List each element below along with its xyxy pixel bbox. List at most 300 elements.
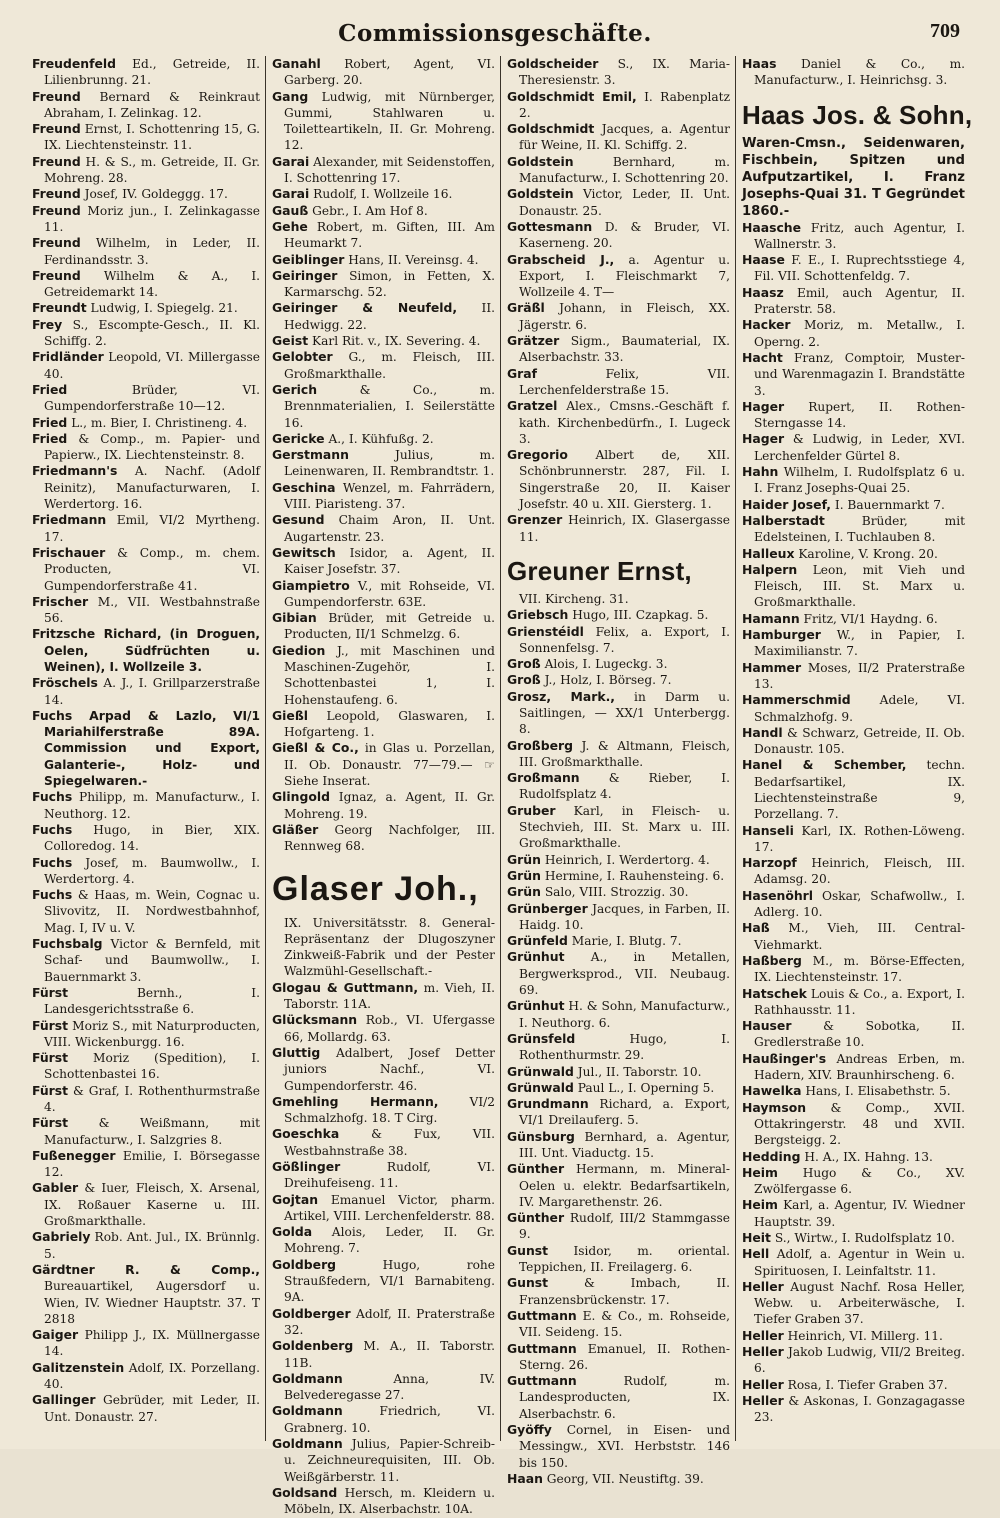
directory-entry xyxy=(507,770,730,803)
directory-entry xyxy=(507,738,730,771)
entry-name: Hager xyxy=(742,431,785,447)
directory-entry xyxy=(272,431,495,447)
entry-name: Gibian xyxy=(272,610,317,626)
directory-entry xyxy=(742,1165,965,1198)
directory-entry xyxy=(32,382,260,415)
entry-name: Haß xyxy=(742,920,770,936)
entry-text: Heinrich, IX. Glasergasse 11. xyxy=(519,513,730,544)
entry-name: Goldberger xyxy=(272,1305,351,1321)
entry-name: Haßberg xyxy=(742,952,802,968)
entry-text: Josef, IV. Goldeggg. 17. xyxy=(84,187,228,202)
entry-text: Moriz S., mit Naturproducten, VIII. Wickenburgg. 16. xyxy=(44,1018,260,1049)
entry-name: Gauß xyxy=(272,202,309,218)
entry-name: Freudenfeld xyxy=(32,56,117,71)
directory-entry xyxy=(32,626,260,675)
entry-text: F. E., I. Ruprechtsstiege 4, Fil. VII. Schottenfeldg. 7. xyxy=(754,253,966,284)
directory-entry xyxy=(742,464,965,497)
entry-name: Goldstein xyxy=(507,186,574,202)
entry-name: Heim xyxy=(742,1164,778,1180)
directory-entry xyxy=(507,1064,730,1080)
entry-text: (in Droguen, Oelen, Südfrüchten u. Weinen), I. Wollzeile 3. xyxy=(44,627,260,674)
entry-name: Goldmann xyxy=(272,1436,343,1452)
entry-name: Giedion xyxy=(272,642,326,658)
directory-entry xyxy=(272,578,495,611)
directory-entry xyxy=(507,624,730,657)
entry-name: Geschina xyxy=(272,479,336,495)
column-2-entries-a xyxy=(272,56,495,855)
entry-text: Adalbert, Josef Detter juniors Nachf., VI. Gumpendorferstr. 46. xyxy=(284,1045,495,1093)
advert-headline-haas: Haas Jos. & Sohn, xyxy=(742,99,973,130)
entry-text: Alois, Leder, II. Gr. Mohreng. 7. xyxy=(284,1225,495,1256)
entry-name: Gericke xyxy=(272,430,325,446)
entry-text: Hersch, m. Kleidern u. Möbeln, IX. Alserbachstr. 10A. xyxy=(284,1485,495,1517)
entry-text: Rudolf, I. Wollzeile 16. xyxy=(313,187,453,202)
entry-name: Fritzsche Richard, xyxy=(32,626,162,642)
entry-text: A., in Metallen, Bergwerksprod., VII. Neubaug. 69. xyxy=(519,950,730,998)
directory-entry xyxy=(272,333,495,349)
directory-entry xyxy=(32,186,260,202)
entry-text: Ed., Getreide, II. Lilienbrunng. 21. xyxy=(44,57,260,88)
directory-entry xyxy=(742,285,965,318)
directory-entry xyxy=(742,660,965,693)
directory-entry xyxy=(32,594,260,627)
entry-name: Gelobter xyxy=(272,349,333,365)
directory-entry xyxy=(742,1051,965,1084)
entry-text: Alexander, mit Seidenstoffen, I. Schottenring 17. xyxy=(284,154,495,186)
entry-name: Haan xyxy=(507,1470,543,1486)
entry-text: Simon, in Fetten, X. Karmarschg. 52. xyxy=(284,268,495,300)
directory-entry xyxy=(507,121,730,154)
entry-text: Alois, I. Lugeckg. 3. xyxy=(544,657,668,672)
directory-entry xyxy=(507,1471,730,1487)
directory-entry xyxy=(32,56,260,89)
entry-name: Heller xyxy=(742,1327,784,1343)
directory-entry xyxy=(32,1327,260,1360)
entry-name: Haider Josef, xyxy=(742,496,831,512)
directory-entry xyxy=(272,1159,495,1192)
directory-entry xyxy=(272,252,495,268)
directory-entry xyxy=(742,692,965,725)
column-4-entries-a xyxy=(742,56,965,89)
directory-entry xyxy=(742,317,965,350)
entry-text: Chaim Aron, II. Unt. Augartenstr. 23. xyxy=(284,513,495,544)
entry-text: & Ludwig, in Leder, XVI. Lerchenfelder Gürtel 8. xyxy=(754,432,965,463)
directory-entry xyxy=(32,985,260,1018)
directory-entry xyxy=(32,235,260,268)
directory-entry xyxy=(742,725,965,758)
entry-name: Heller xyxy=(742,1278,784,1294)
entry-text: M., Vieh, III. Central-Viehmarkt. xyxy=(754,921,965,952)
entry-name: Fuchs xyxy=(32,854,73,870)
entry-name: Halberstadt xyxy=(742,512,825,528)
directory-entry xyxy=(32,1148,260,1181)
entry-text: I. Rabenplatz 2. xyxy=(519,89,730,120)
entry-name: Gregorio xyxy=(507,447,568,463)
entry-name: Friedmann xyxy=(32,512,107,528)
directory-entry xyxy=(507,366,730,399)
entry-text: Ludwig, mit Nürnberger, Gummi, Stahlwaren u. Toiletteartikeln, II. Gr. Mohreng. 12. xyxy=(284,89,495,153)
directory-entry xyxy=(32,708,260,789)
entry-name: Gärdtner R. & Comp., xyxy=(32,1261,260,1277)
entry-text: Gebrüder, mit Leder, II. Unt. Donaustr. 27. xyxy=(44,1393,260,1424)
entry-name: Hammerschmid xyxy=(742,692,851,708)
directory-entry xyxy=(272,708,495,741)
directory-entry xyxy=(507,689,730,738)
entry-name: Freund xyxy=(32,186,81,202)
entry-text: & Sobotka, II. Gredlerstraße 10. xyxy=(754,1019,965,1050)
directory-entry xyxy=(507,1308,730,1341)
entry-text: Isidor, a. Agent, II. Kaiser Josefstr. 37. xyxy=(284,545,496,577)
entry-text: Heinrich, I. Werdertorg. 4. xyxy=(544,852,710,867)
entry-name: Grätzer xyxy=(507,333,560,349)
entry-name: Heller xyxy=(742,1344,784,1360)
entry-name: Gyöffy xyxy=(507,1422,552,1438)
directory-entry xyxy=(507,803,730,852)
entry-text: Marie, I. Blutg. 7. xyxy=(571,934,682,949)
entry-name: Frischer xyxy=(32,593,89,609)
entry-name: Friedmann's xyxy=(32,463,118,479)
entry-name: Freund xyxy=(32,235,81,251)
entry-name: Freund xyxy=(32,153,81,169)
entry-text: Salo, VIII. Strozzig. 30. xyxy=(544,885,689,900)
entry-text: Leopold, Glaswaren, I. Hofgarteng. 1. xyxy=(284,708,495,740)
column-3-entries-a xyxy=(507,56,730,545)
entry-text: Bernh., I. Landesgerichtsstraße 6. xyxy=(44,985,260,1017)
entry-text: Moriz (Spedition), I. Schottenbastei 16. xyxy=(44,1051,261,1082)
entry-text: Anna, IV. Belvederegasse 27. xyxy=(284,1371,495,1403)
advert-headline-glaser: Glaser Joh., xyxy=(272,869,479,908)
directory-entry xyxy=(742,627,965,660)
entry-name: Guttmann xyxy=(507,1307,577,1323)
entry-text: Albert de, XII. Schönbrunnerstr. 287, Fil. I. Singerstraße 20, II. Kaiser Josefstr. 40 u. XII. Giersterg. 1. xyxy=(519,448,730,512)
entry-text: & Comp., XVII. Ottakringerstr. 48 und XVII. Bergsteigg. 2. xyxy=(754,1100,965,1148)
entry-text: H. & S., m. Getreide, II. Gr. Mohreng. 28. xyxy=(44,154,260,186)
entry-name: Günther xyxy=(507,1161,565,1177)
directory-entry xyxy=(742,1393,965,1426)
entry-name: Fürst xyxy=(32,1082,69,1098)
entry-text: Karl, a. Agentur, IV. Wiedner Hauptstr. 39. xyxy=(754,1198,965,1229)
directory-entry xyxy=(32,1180,260,1229)
directory-entry xyxy=(32,1262,260,1327)
entry-text: Sigm., Baumaterial, IX. Alserbachstr. 33. xyxy=(519,334,730,365)
directory-entry xyxy=(507,219,730,252)
entry-name: Groß xyxy=(507,656,541,672)
directory-entry xyxy=(507,1129,730,1162)
directory-entry xyxy=(507,884,730,900)
directory-entry xyxy=(272,89,495,154)
directory-entry xyxy=(507,1341,730,1374)
directory-entry xyxy=(32,463,260,512)
entry-text: & Weißmann, mit Manufacturw., I. Salzgries 8. xyxy=(44,1116,260,1147)
entry-text: G., m. Fleisch, III. Großmarkthalle. xyxy=(284,350,496,381)
entry-text: Hugo, I. Rothenthurmstr. 29. xyxy=(519,1031,730,1063)
entry-text: J., Holz, I. Börseg. 7. xyxy=(544,673,672,688)
entry-text: & Imbach, II. Franzensbrückenstr. 17. xyxy=(519,1276,730,1307)
directory-entry xyxy=(507,1373,730,1422)
entry-name: Großberg xyxy=(507,737,573,753)
entry-text: Ludwig, I. Spiegelg. 21. xyxy=(90,301,238,316)
entry-name: Geiblinger xyxy=(272,251,345,267)
entry-text: Jacques, a. Agentur für Weine, II. Kl. Schiffg. 2. xyxy=(519,122,730,153)
entry-text: Rob., VI. Ufergasse 66, Mollardg. 63. xyxy=(284,1013,495,1044)
entry-text: Moriz, m. Metallw., I. Operng. 2. xyxy=(754,318,965,349)
entry-text: Emil, VI/2 Myrtheng. 17. xyxy=(44,513,260,544)
entry-text: Brüder, VI. Gumpendorferstraße 10—12. xyxy=(44,382,260,414)
directory-entry xyxy=(272,447,495,480)
entry-name: Glingold xyxy=(272,789,330,805)
entry-name: Ganahl xyxy=(272,56,321,71)
entry-name: Goeschka xyxy=(272,1126,340,1142)
entry-name: Fürst xyxy=(32,1115,69,1131)
directory-entry xyxy=(32,1115,260,1148)
directory-entry xyxy=(742,823,965,856)
entry-text: Gebr., I. Am Hof 8. xyxy=(312,203,428,218)
entry-text: A. Nachf. (Adolf Reinitz), Manufacturwaren, I. Werdertorg. 16. xyxy=(44,464,260,512)
entry-name: Goldscheider xyxy=(507,56,599,71)
directory-entry xyxy=(742,1230,965,1246)
directory-entry xyxy=(742,1328,965,1344)
entry-name: Gießl xyxy=(272,707,308,723)
entry-name: Harzopf xyxy=(742,855,797,871)
entry-text: Wilhelm, in Leder, II. Ferdinandsstr. 3. xyxy=(44,236,260,267)
entry-text: S., Escompte-Gesch., II. Kl. Schiffg. 2. xyxy=(44,317,260,349)
entry-text: VI/2 Schmalzhofg. 18. T Cirg. xyxy=(284,1094,496,1126)
entry-name: Fried xyxy=(32,430,68,446)
entry-text: M., m. Börse-Effecten, IX. Liechtensteinstr. 17. xyxy=(754,953,965,985)
entry-text: D. & Bruder, VI. Kaserneng. 20. xyxy=(519,219,731,251)
directory-entry xyxy=(742,855,965,888)
directory-entry xyxy=(32,545,260,594)
entry-name: Geiringer xyxy=(272,267,338,283)
entry-text: E. & Co., m. Rohseide, VII. Seideng. 15. xyxy=(519,1308,730,1340)
directory-entry xyxy=(507,949,730,998)
directory-entry xyxy=(507,333,730,366)
entry-text: Andreas Erben, m. Hadern, XIV. Braunhirscheng. 6. xyxy=(754,1051,966,1083)
entry-name: Fuchs Arpad & Lazlo, xyxy=(32,707,217,723)
entry-text: Adele, VI. Schmalzhofg. 9. xyxy=(754,693,965,724)
entry-text: August Nachf. Rosa Heller, Webw. u. Arbeiterwäsche, I. Tiefer Graben 37. xyxy=(754,1279,966,1327)
entry-text: & Haas, m. Wein, Cognac u. Slivovitz, II. Nordwestbahnhof, Mag. I, IV u. V. xyxy=(44,888,261,935)
entry-text: Paul L., I. Operning 5. xyxy=(577,1080,715,1095)
entry-text: Rosa, I. Tiefer Graben 37. xyxy=(787,1377,948,1392)
advert-headline-greuner: Greuner Ernst, xyxy=(507,555,692,586)
entry-name: Grün xyxy=(507,851,541,867)
entry-name: Goldmann xyxy=(272,1403,343,1419)
entry-text: Robert, Agent, VI. Garberg. 20. xyxy=(284,57,495,88)
entry-text: Hermine, I. Rauhensteing. 6. xyxy=(544,868,725,883)
advert-text-greuner: VII. Kircheng. 31. xyxy=(519,591,629,606)
entry-text: & Fux, VII. Westbahnstraße 38. xyxy=(284,1127,495,1158)
entry-text: S., IX. Maria-Theresienstr. 3. xyxy=(519,57,730,88)
entry-name: Fürst xyxy=(32,1017,69,1033)
directory-entry xyxy=(32,268,260,301)
entry-name: Grün xyxy=(507,867,541,883)
directory-entry xyxy=(32,89,260,122)
directory-entry xyxy=(272,1012,495,1045)
entry-name: Gojtan xyxy=(272,1191,319,1207)
directory-entry xyxy=(507,56,730,89)
directory-entry xyxy=(742,953,965,986)
entry-text: M., VII. Westbahnstraße 56. xyxy=(44,594,260,626)
entry-name: Gmehling Hermann, xyxy=(272,1093,439,1109)
entry-name: Fußenegger xyxy=(32,1147,116,1163)
entry-text: II. Hedwigg. 22. xyxy=(284,301,496,332)
directory-entry xyxy=(272,789,495,822)
entry-text: J., mit Maschinen und Maschinen-Zugehör, I. Schottenbastei 1, I. Hohenstaufeng. 6. xyxy=(284,643,495,707)
entry-text: & Comp., m. Papier- und Papierw., IX. Liechtensteinstr. 8. xyxy=(44,431,260,463)
entry-text: Felix, VII. Lerchenfelderstraße 15. xyxy=(519,366,730,397)
entry-name: Großmann xyxy=(507,770,580,786)
entry-name: Haymson xyxy=(742,1099,807,1115)
entry-text: I. Bauernmarkt 7. xyxy=(834,497,945,512)
directory-entry xyxy=(32,203,260,236)
entry-name: Glogau & Guttmann, xyxy=(272,979,419,995)
entry-name: Gräßl xyxy=(507,300,545,316)
directory-entry xyxy=(32,1018,260,1051)
entry-name: Gabriely xyxy=(32,1229,91,1245)
directory-entry xyxy=(742,986,965,1019)
entry-name: Grünhut xyxy=(507,998,565,1014)
entry-name: Fried xyxy=(32,414,68,430)
directory-entry xyxy=(742,757,965,822)
directory-entry xyxy=(272,610,495,643)
entry-text: Jul., II. Taborstr. 10. xyxy=(577,1064,702,1079)
directory-entry xyxy=(272,186,495,202)
directory-entry xyxy=(32,822,260,855)
directory-entry xyxy=(272,822,495,855)
entry-name: Halpern xyxy=(742,561,798,577)
entry-text: Julius, m. Leinenwaren, II. Rembrandtstr. 1. xyxy=(284,448,495,479)
entry-name: Grünhut xyxy=(507,949,565,965)
entry-text: Hugo, rohe Straußfedern, VI/1 Barnabiteng. 9A. xyxy=(284,1257,495,1305)
entry-name: Fuchsbalg xyxy=(32,936,103,952)
entry-name: Giampietro xyxy=(272,577,350,593)
entry-text: Leon, mit Vieh und Fleisch, III. St. Marx u. Großmarkthalle. xyxy=(754,562,966,610)
entry-name: Goldsand xyxy=(272,1484,338,1500)
entry-name: Goldenberg xyxy=(272,1338,354,1354)
directory-entry xyxy=(742,56,965,89)
entry-text: Adolf, II. Praterstraße 32. xyxy=(284,1306,495,1337)
entry-name: Goldschmidt Emil, xyxy=(507,88,637,104)
advert-text-haas: Waren-Cmsn., Seidenwaren, Fischbein, Spitzen und Aufputzartikel, I. Franz Josephs-Quai 31. T Gegründet 1860.- xyxy=(742,135,965,219)
directory-entry xyxy=(272,545,495,578)
entry-name: Hacker xyxy=(742,317,791,333)
entry-text: Philipp, m. Manufacturw., I. Neuthorg. 12. xyxy=(44,790,260,821)
entry-text: & Iuer, Fleisch, X. Arsenal, IX. Roßauer Kaserne u. III. Großmarkthalle. xyxy=(44,1181,260,1229)
entry-text: Leopold, VI. Millergasse 40. xyxy=(44,350,260,381)
entry-text: Adolf, a. Agentur in Wein u. Spirituosen, I. Leinfaltstr. 11. xyxy=(754,1247,966,1278)
entry-text: M. A., II. Taborstr. 11B. xyxy=(284,1339,496,1370)
entry-name: Galitzenstein xyxy=(32,1359,125,1375)
entry-name: Haas xyxy=(742,56,777,71)
column-4-entries-b xyxy=(742,220,965,1426)
directory-entry xyxy=(507,447,730,512)
entry-text: & Graf, I. Rothenthurmstraße 4. xyxy=(44,1083,261,1114)
entry-text: Jacques, in Farben, II. Haidg. 10. xyxy=(519,901,730,932)
entry-text: & Co., m. Brennmaterialien, I. Seilerstätte 16. xyxy=(284,382,495,430)
entry-text: Adolf, IX. Porzellang. 40. xyxy=(44,1360,260,1392)
entry-text: H. & Sohn, Manufacturw., I. Neuthorg. 6. xyxy=(519,999,730,1030)
entry-name: Groß xyxy=(507,672,541,688)
directory-entry xyxy=(32,887,260,936)
entry-text: Karoline, V. Krong. 20. xyxy=(798,546,938,561)
entry-text: Rob. Ant. Jul., IX. Brünnlg. 5. xyxy=(44,1230,260,1261)
entry-name: Guttmann xyxy=(507,1340,577,1356)
entry-name: Grienstéidl xyxy=(507,623,584,639)
entry-text: Emanuel, II. Rothen-Sterng. 26. xyxy=(519,1341,731,1372)
entry-text: L., m. Bier, I. Christineng. 4. xyxy=(71,415,248,430)
directory-entry xyxy=(742,546,965,562)
entry-name: Fuchs xyxy=(32,789,73,805)
entry-text: J. & Altmann, Fleisch, III. Großmarkthalle. xyxy=(519,738,731,769)
entry-text: Robert, m. Giften, III. Am Heumarkt 7. xyxy=(284,219,495,251)
entry-name: Goldstein xyxy=(507,153,574,169)
entry-name: Hager xyxy=(742,398,785,414)
entry-name: Freundt xyxy=(32,300,87,316)
entry-name: Grabscheid J., xyxy=(507,251,615,267)
directory-entry xyxy=(272,1126,495,1159)
entry-name: Hawelka xyxy=(742,1083,802,1099)
entry-text: Fritz, auch Agentur, I. Wallnerstr. 3. xyxy=(754,220,966,251)
directory-entry xyxy=(272,1306,495,1339)
entry-text: Karl, IX. Rothen-Löweng. 17. xyxy=(754,823,966,854)
entry-text: Ernst, I. Schottenring 15, G. IX. Liechtensteinstr. 11. xyxy=(44,122,261,153)
entry-text: Hugo, in Bier, XIX. Colloredog. 14. xyxy=(44,822,261,854)
directory-entry xyxy=(507,656,730,672)
directory-entry xyxy=(272,1257,495,1306)
entry-text: Hans, II. Vereinsg. 4. xyxy=(348,252,479,267)
entry-text: Jakob Ludwig, VII/2 Breiteg. 6. xyxy=(754,1345,965,1376)
entry-name: Haase xyxy=(742,252,785,268)
entry-name: Geist xyxy=(272,333,309,349)
entry-text: Hugo & Co., XV. Zwölfergasse 6. xyxy=(754,1165,965,1197)
column-3-entries-b xyxy=(507,607,730,1487)
page-title: Commissionsgeschäfte. xyxy=(338,20,652,47)
entry-name: Goldmann xyxy=(272,1370,343,1386)
directory-entry xyxy=(32,317,260,350)
entry-text: m. Vieh, II. Taborstr. 11A. xyxy=(284,980,496,1012)
entry-name: Gehe xyxy=(272,218,308,234)
directory-entry xyxy=(742,513,965,546)
entry-name: Freund xyxy=(32,267,81,283)
column-1 xyxy=(30,56,265,1441)
entry-name: Freund xyxy=(32,88,81,104)
entry-text: Emanuel Victor, pharm. Artikel, VIII. Lerchenfelderstr. 88. xyxy=(284,1192,495,1223)
directory-entry xyxy=(742,497,965,513)
directory-entry xyxy=(742,1344,965,1377)
entry-name: Halleux xyxy=(742,545,795,561)
column-3 xyxy=(500,56,735,1486)
directory-entry xyxy=(272,349,495,382)
entry-name: Grünfeld xyxy=(507,933,568,949)
directory-entry xyxy=(507,868,730,884)
directory-entry xyxy=(272,382,495,431)
directory-entry xyxy=(32,154,260,187)
directory-entry xyxy=(32,675,260,708)
entry-text: Emilie, I. Börsegasse 12. xyxy=(44,1148,261,1180)
directory-entry xyxy=(272,512,495,545)
entry-name: Gießl & Co., xyxy=(272,740,359,756)
entry-name: Gaiger xyxy=(32,1327,79,1343)
entry-text: V., mit Rohseide, VI. Gumpendorferstr. 63E. xyxy=(284,578,496,609)
directory-entry xyxy=(507,398,730,447)
directory-entry xyxy=(742,611,965,627)
entry-text: a. Agentur u. Export, I. Fleischmarkt 7, Wollzeile 4. T— xyxy=(519,252,730,300)
entry-text: S., Wirtw., I. Rudolfsplatz 10. xyxy=(774,1231,955,1245)
entry-text: Cornel, in Eisen- und Messingw., XVI. Herbststr. 146 bis 150. xyxy=(519,1423,731,1470)
page-number: 709 xyxy=(930,20,960,42)
directory-entry xyxy=(32,1360,260,1393)
